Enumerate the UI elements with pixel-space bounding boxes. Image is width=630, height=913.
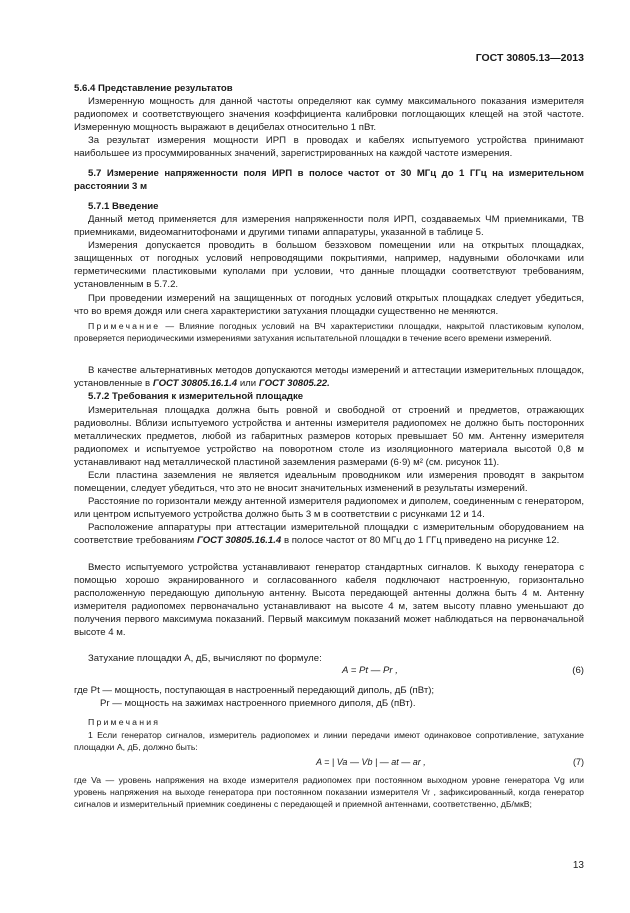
p4-mid: или [237,378,259,390]
note-text: — Влияние погодных условий на ВЧ характеристики площадки, накрытой пластиковым куполом, проверяется периодическими измерениями затухания испытательной площадки в течение всего времени измерений. [74,321,585,343]
note-2-paragraph-1: 1 Если генератор сигналов, измеритель радиопомех и линии передачи имеют одинаковое сопротивление, затухание площадки А, дБ, должно быть: [74,730,584,752]
p4b-end: в полосе частот от 80 МГц до 1 ГГц приведено на рисунке 12. [281,535,560,547]
section-5-6-4-paragraph-1: Измеренную мощность для данной частоты определяют как сумму максимального показания измерителя радиопомех и соответствующего значения коэффициента калибровки поглощающих клещей на этой частоте. Измеренную мощность выражают в децибелах относительно 1 пВт. [74,96,584,134]
p4-text: В качестве альтернативных методов допускаются методы измерений и аттестации измерительных площадок, установленные в [74,365,584,390]
section-5-7-title: 5.7 Измерение напряженности поля ИРП в полосе частот от 30 МГц до 1 ГГц на измерительном расстоянии 3 м [74,168,584,193]
section-5-7-2-title: 5.7.2 Требования к измерительной площадке [88,391,304,402]
notes-label: Примечания [88,717,161,727]
formula-6: A = Pt — Pr , [342,665,398,676]
ref-gost-22: ГОСТ 30805.22. [258,378,330,390]
page-number: 13 [572,860,584,871]
ref-gost-16-1-4: ГОСТ 30805.16.1.4 [152,378,238,390]
section-5-7-1-title: 5.7.1 Введение [88,201,159,212]
formula-7: A = | Va — Vb | — at — ar , [316,757,426,767]
section-5-7-2-paragraph-1: Измерительная площадка должна быть ровной и свободной от строений и предметов, отражающих радиоволны. Вблизи испытуемого устройства и антенны измерителя радиопомех не должно быть посторонних металлических предметов, любой из габаритных размеров которых превышает 50 мм. Антенну измерителя радиопомех и испытуемое устройство на поворотном столе из изоляционного материала высотой 0,8 м устанавливают над металлической пластиной заземления размерами (6·9) м² (см. рисунок 11). [74,405,584,469]
where-pt: где Pt — мощность, поступающая в настроенный передающий диполь, дБ (пВт); [74,685,435,696]
note-label: Примечание [88,321,161,331]
where-pr: Pr — мощность на зажимах настроенного приемного диполя, дБ (пВт). [100,698,416,709]
formula-6-number: (6) [572,665,584,676]
ref-gost-16-1-4-b: ГОСТ 30805.16.1.4 [196,535,282,547]
section-5-6-4-paragraph-2: За результат измерения мощности ИРП в проводах и кабелях испытуемого устройства принимают наибольшее из просуммированных значений, зарегистрированных на каждой частоте измерения. [74,135,584,160]
section-5-7-2-paragraph-2: Если пластина заземления не является идеальным проводником или измерения проводят в закрытом помещении, следует убедиться, что это не вносит значительных изменений в результаты измерений. [74,470,584,495]
note-weather [74,320,584,344]
section-5-7-2-paragraph-6: Затухание площадки А, дБ, вычисляют по формуле: [88,653,322,664]
section-5-7-1-paragraph-1: Данный метод применяется для измерения напряженности поля ИРП, создаваемых ЧМ приемниками, ТВ приемниками, видеомагнитофонами и другими типами аппаратуры, указанной в таблице 5. [74,214,584,239]
section-5-7-1-paragraph-2: Измерения допускается проводить в большом безэховом помещении или на открытых площадках, защищенных от погодных условий непроводящими покрытиями, например, надувными оболочками или герметическими пластиковыми куполами при условии, что данные площадки соответствуют требованиям, установленным в 5.7.2. [74,240,584,291]
note-2-paragraph-2: где Va — уровень напряжения на входе измерителя радиопомех при постоянном выходном уровне генератора Vg или уровень напряжения на выходе генератора при постоянном показании измерителя Vr , зафиксированный, когда генератор сигналов и измерительный приемник соединены с передающей и приемной антеннами, соответственно, дБ/мкВ; [74,775,584,809]
section-5-7-1-paragraph-3: При проведении измерений на защищенных от погодных условий открытых площадках следует убедиться, что во время дождя или снега характеристики затухания площадки существенно не меняются. [74,293,584,318]
section-5-7-2-paragraph-4 [74,521,584,547]
p4b-text: Расположение аппаратуры при аттестации измерительной площадки с измерительным оборудованием на соответствие требованиям [74,522,584,547]
section-5-7-2-paragraph-3: Расстояние по горизонтали между антенной измерителя радиопомех и диполем, соединенным с генератором, или центром испытуемого устройства должно быть 3 м в соответствии с рисунками 12 и 14. [74,496,584,521]
section-5-7-1-paragraph-4 [74,364,584,390]
page-header: ГОСТ 30805.13—2013 [475,52,584,64]
formula-7-number: (7) [573,757,584,767]
section-5-7-2-paragraph-5: Вместо испытуемого устройства устанавливают генератор стандартных сигналов. К выходу генератора с помощью хорошо экранированного и согласованного кабеля подключают настроенную, горизонтально расположенную передающую дипольную антенну. Высота передающей антенны должна быть 4 м. Антенну измерителя радиопомех первоначально устанавливают на высоте 4 м, затем высоту плавно уменьшают до получения первого максимума показаний. Первый максимум показаний может наблюдаться на первоначальной высоте 4 м. [74,562,584,639]
section-5-6-4-title: 5.6.4 Представление результатов [74,83,233,94]
